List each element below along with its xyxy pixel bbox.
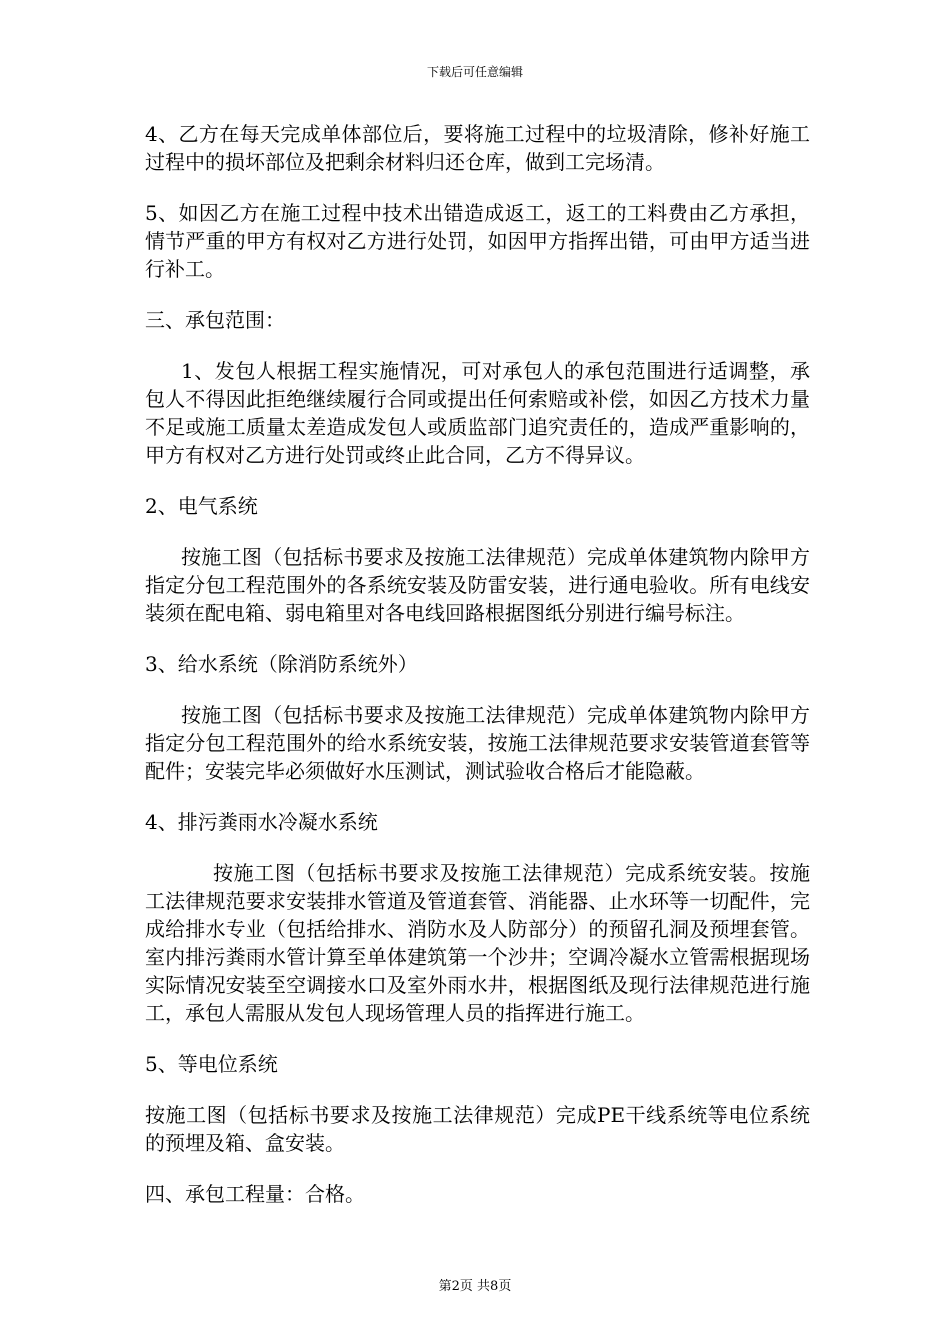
section-heading-scope: 三、承包范围：	[145, 308, 285, 332]
section-heading-quantity: 四、承包工程量：合格。	[145, 1182, 365, 1206]
paragraph-item-4: 4、乙方在每天完成单体部位后，要将施工过程中的垃圾清除，修补好施工过程中的损坏部位及把剩余材料归还仓库，做到工完场清。	[145, 122, 810, 174]
document-body	[145, 120, 810, 1231]
paragraph-drainage: 按施工图（包括标书要求及按施工法律规范）完成系统安装。按施工法律规范要求安装排水管道及管道套管、消能器、止水环等一切配件，完成给排水专业（包括给排水、消防水及人防部分）的预留孔洞及预埋套管。室内排污粪雨水管计算至单体建筑第一个沙井；空调冷凝水立管需根据现场实际情况安装至空调接水口及室外雨水井，根据图纸及现行法律规范进行施工，承包人需服从发包人现场管理人员的指挥进行施工。	[145, 861, 810, 1025]
paragraph-electrical: 按施工图（包括标书要求及按施工法律规范）完成单体建筑物内除甲方指定分包工程范围外的各系统安装及防雷安装，进行通电验收。所有电线安装须在配电箱、弱电箱里对各电线回路根据图纸分别进行编号标注。	[145, 545, 810, 625]
paragraph-item-5: 5、如因乙方在施工过程中技术出错造成返工，返工的工料费由乙方承担，情节严重的甲方有权对乙方进行处罚，如因甲方指挥出错，可由甲方适当进行补工。	[145, 201, 810, 281]
subheading-drainage: 4、排污粪雨水冷凝水系统	[145, 810, 378, 834]
subheading-electrical: 2、电气系统	[145, 494, 258, 518]
paragraph-scope-1: 1、发包人根据工程实施情况，可对承包人的承包范围进行适调整，承包人不得因此拒绝继续履行合同或提出任何索赔或补偿，如因乙方技术力量不足或施工质量太差造成发包人或质监部门追究责任的，造成严重影响的，甲方有权对乙方进行处罚或终止此合同，乙方不得异议。	[145, 359, 810, 467]
page-header: 下载后可任意编辑	[426, 65, 523, 79]
paragraph-water-supply: 按施工图（包括标书要求及按施工法律规范）完成单体建筑物内除甲方指定分包工程范围外的给水系统安装，按施工法律规范要求安装管道套管等配件；安装完毕必须做好水压测试，测试验收合格后才能隐蔽。	[145, 703, 810, 783]
page-footer: 第2页 共8页	[438, 1279, 512, 1294]
paragraph-equipotential: 按施工图（包括标书要求及按施工法律规范）完成PE干线系统等电位系统的预埋及箱、盒安装。	[145, 1103, 810, 1155]
subheading-water-supply: 3、给水系统（除消防系统外）	[145, 652, 418, 676]
subheading-equipotential: 5、等电位系统	[145, 1052, 278, 1076]
